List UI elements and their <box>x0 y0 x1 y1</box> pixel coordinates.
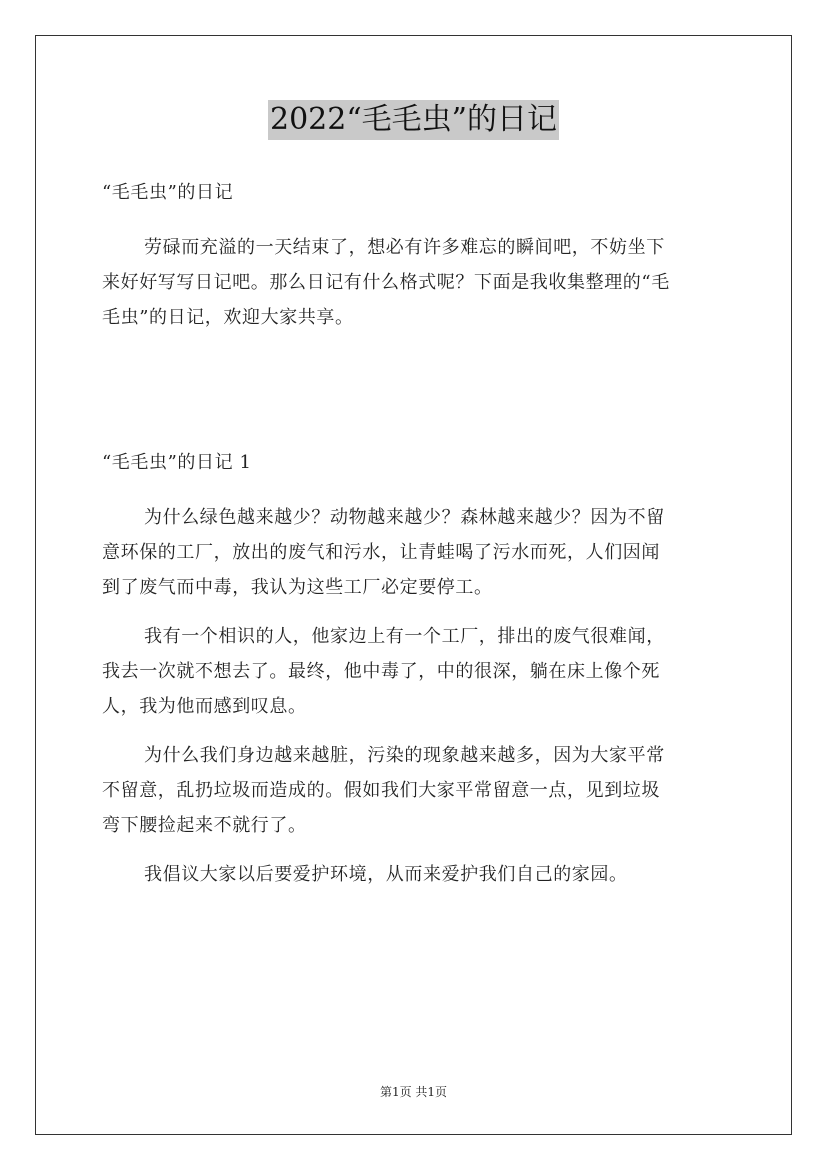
intro-line: 来好好写写日记吧。那么日记有什么格式呢？下面是我收集整理的“毛 <box>102 272 670 293</box>
paragraph-2 <box>102 619 727 724</box>
intro-line: 劳碌而充溢的一天结束了，想必有许多难忘的瞬间吧，不妨坐下 <box>144 237 665 258</box>
paragraph-line: 我倡议大家以后要爱护环境，从而来爱护我们自己的家园。 <box>144 864 628 885</box>
subtitle: “毛毛虫”的日记 <box>102 182 234 203</box>
paragraph-line: 人，我为他而感到叹息。 <box>102 696 307 717</box>
diary-body <box>102 500 727 892</box>
paragraph-line: 我有一个相识的人，他家边上有一个工厂，排出的废气很难闻， <box>144 626 665 647</box>
paragraph-spacer <box>102 605 727 619</box>
intro-paragraph <box>102 230 727 335</box>
subtitle-block <box>102 175 727 210</box>
document-title: 2022“毛毛虫”的日记 <box>268 100 559 140</box>
paragraph-line: 为什么我们身边越来越脏，污染的现象越来越多，因为大家平常 <box>144 745 665 766</box>
paragraph-4 <box>102 857 727 892</box>
title-container <box>0 100 827 140</box>
intro-line: 毛虫”的日记，欢迎大家共享。 <box>102 307 354 328</box>
paragraph-3 <box>102 738 727 843</box>
paragraph-spacer <box>102 843 727 857</box>
paragraph-line: 为什么绿色越来越少？动物越来越少？森林越来越少？因为不留 <box>144 507 665 528</box>
paragraph-line: 弯下腰捡起来不就行了。 <box>102 815 307 836</box>
paragraph-line: 我去一次就不想去了。最终，他中毒了，中的很深，躺在床上像个死 <box>102 661 660 682</box>
section-heading-block <box>102 445 727 480</box>
page-footer: 第1页 共1页 <box>379 1085 448 1099</box>
paragraph-line: 意环保的工厂，放出的废气和污水，让青蛙喝了污水而死，人们因闻 <box>102 542 660 563</box>
section-heading: “毛毛虫”的日记 1 <box>102 452 252 473</box>
paragraph-spacer <box>102 724 727 738</box>
paragraph-1 <box>102 500 727 605</box>
paragraph-line: 不留意，乱扔垃圾而造成的。假如我们大家平常留意一点，见到垃圾 <box>102 780 660 801</box>
paragraph-line: 到了废气而中毒，我认为这些工厂必定要停工。 <box>102 577 493 598</box>
